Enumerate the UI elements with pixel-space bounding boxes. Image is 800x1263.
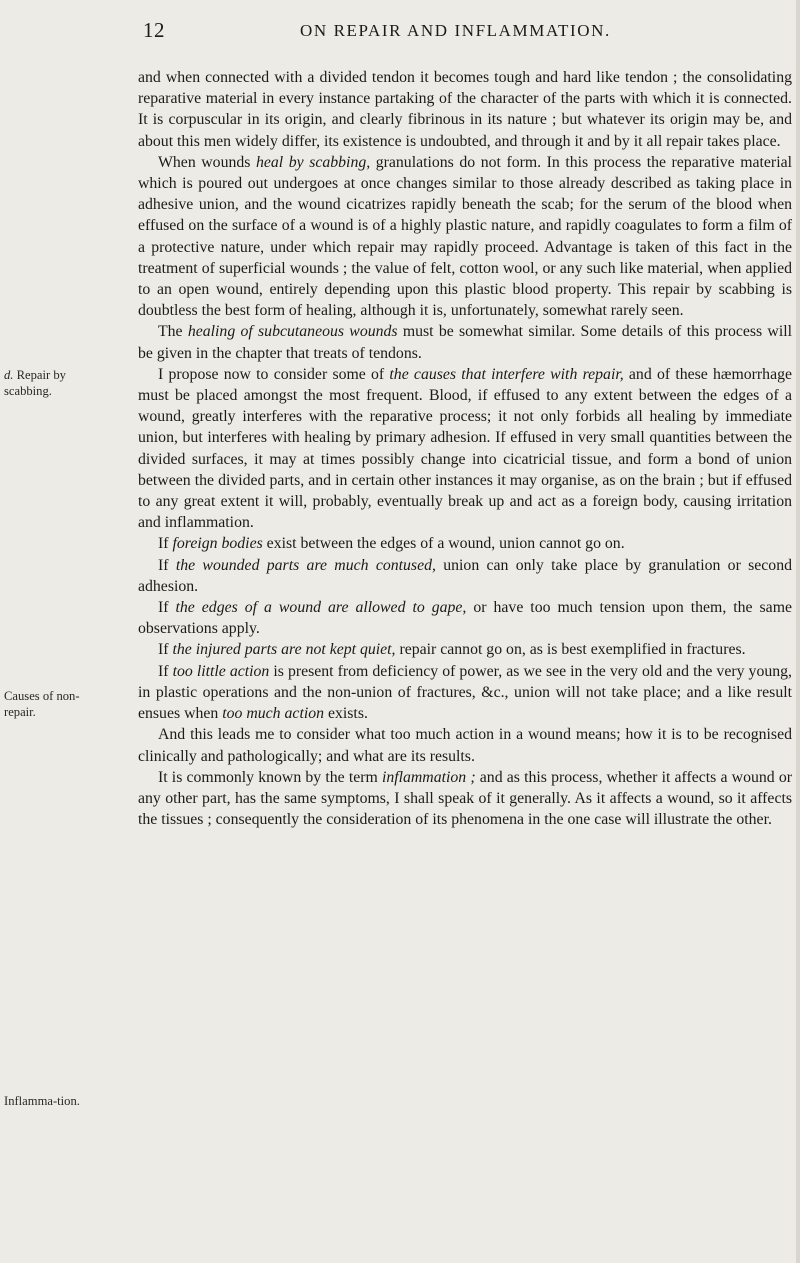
body-text <box>138 67 792 830</box>
margin-note-letter: d. <box>4 368 14 382</box>
paragraph-foreign-bodies: If foreign bodies exist between the edges of a wound, union cannot go on. <box>158 535 625 553</box>
emphasis: the causes that interfere with repair, <box>389 365 624 383</box>
margin-note-text: Repair by scabbing. <box>4 368 66 398</box>
emphasis: inflammation ; <box>381 768 476 786</box>
paragraph-too-much-action: And this leads me to consider what too much action in a wound means; how it is to be recognised clinically and pathologically; and what are its results. <box>138 726 792 765</box>
margin-note-causes-non-repair: Causes of non-repair. <box>4 689 80 719</box>
paragraph-scabbing: When wounds heal by scabbing, granulations do not form. In this process the reparative material which is poured out undergoes at once changes similar to those already described as taking place in adhesive union, and the wound cicatrizes rapidly beneath the scab; for the serum of the blood when effused on the surface of a wound is of a highly plastic nature, and rapidly coagulates to form a film of a protective nature, under which repair may rapidly proceed. Advantage is taken of this fact in the treatment of superficial wounds ; the value of felt, cotton wool, or any such like material, when applied to an open wound, entirely depending upon this plastic blood property. This repair by scabbing is doubtless the best form of healing, although it is, unfortunately, somewhat rarely seen. <box>138 153 792 320</box>
paragraph-inflammation: It is commonly known by the term inflammation ; and as this process, whether it affects a wound or any other part, has the same symptoms, I shall speak of it generally. As it affects a wound, so it affects the tissues ; consequently the consideration of its phenomena in the one case will illustrate the other. <box>138 768 792 829</box>
emphasis: the wounded parts are much contused, <box>175 556 436 574</box>
emphasis: foreign bodies <box>172 535 263 553</box>
paragraph-causes: I propose now to consider some of the causes that interfere with repair, and of these hæmorrhage must be placed amongst the most frequent. Blood, if effused to any extent between the edges of a wound, greatly interferes with the reparative process; it not only forbids all healing by immediate union, but interferes with healing by primary adhesion. If effused in very small quantities between the divided surfaces, it may at times possibly change into cicatricial tissue, and form a bond of union between the divided parts, and in certain other instances it may organise, as on the brain ; but if effused to any great extent it will, probably, eventually break up and act as a foreign body, causing irritation and inflammation. <box>138 365 792 532</box>
emphasis: the injured parts are not kept quiet, <box>172 641 396 659</box>
paragraph: and when connected with a divided tendon it becomes tough and hard like tendon ; the consolidating reparative material in every instance partaking of the character of the parts with which it is connected. It is corpuscular in its origin, and clearly fibrinous in its nature ; but whatever its origin may be, and about this men widely differ, its existence is undoubted, and through it and by it all repair takes place. <box>138 69 792 150</box>
paragraph-gape: If the edges of a wound are allowed to gape, or have too much tension upon them, the same observations apply. <box>138 599 792 638</box>
paragraph-quiet: If the injured parts are not kept quiet, repair cannot go on, as is best exemplified in fractures. <box>158 641 746 659</box>
emphasis: healing of subcutaneous wounds <box>187 323 398 341</box>
margin-note-repair-by-scabbing <box>4 367 96 399</box>
paragraph-action: If too little action is present from deficiency of power, as we see in the very old and the very young, in plastic operations and the non-union of fractures, &c., union will not take place; and a like result ensues when too much action exists. <box>138 662 792 723</box>
margin-note-inflammation: Inflamma-tion. <box>4 1094 80 1108</box>
emphasis: too much action <box>222 705 325 723</box>
emphasis: heal by scabbing, <box>255 153 371 171</box>
paragraph-subcutaneous: The healing of subcutaneous wounds must be somewhat similar. Some details of this process will be given in the chapter that treats of tendons. <box>138 323 793 362</box>
paragraph-contused: If the wounded parts are much contused, union can only take place by granulation or second adhesion. <box>138 556 792 595</box>
running-title: ON REPAIR AND INFLAMMATION. <box>300 21 611 40</box>
emphasis: too little action <box>172 662 270 680</box>
page-number: 12 <box>143 18 165 42</box>
emphasis: the edges of a wound are allowed to gape, <box>175 599 467 617</box>
page-header <box>0 18 800 48</box>
page-edge-shadow <box>796 0 800 1263</box>
